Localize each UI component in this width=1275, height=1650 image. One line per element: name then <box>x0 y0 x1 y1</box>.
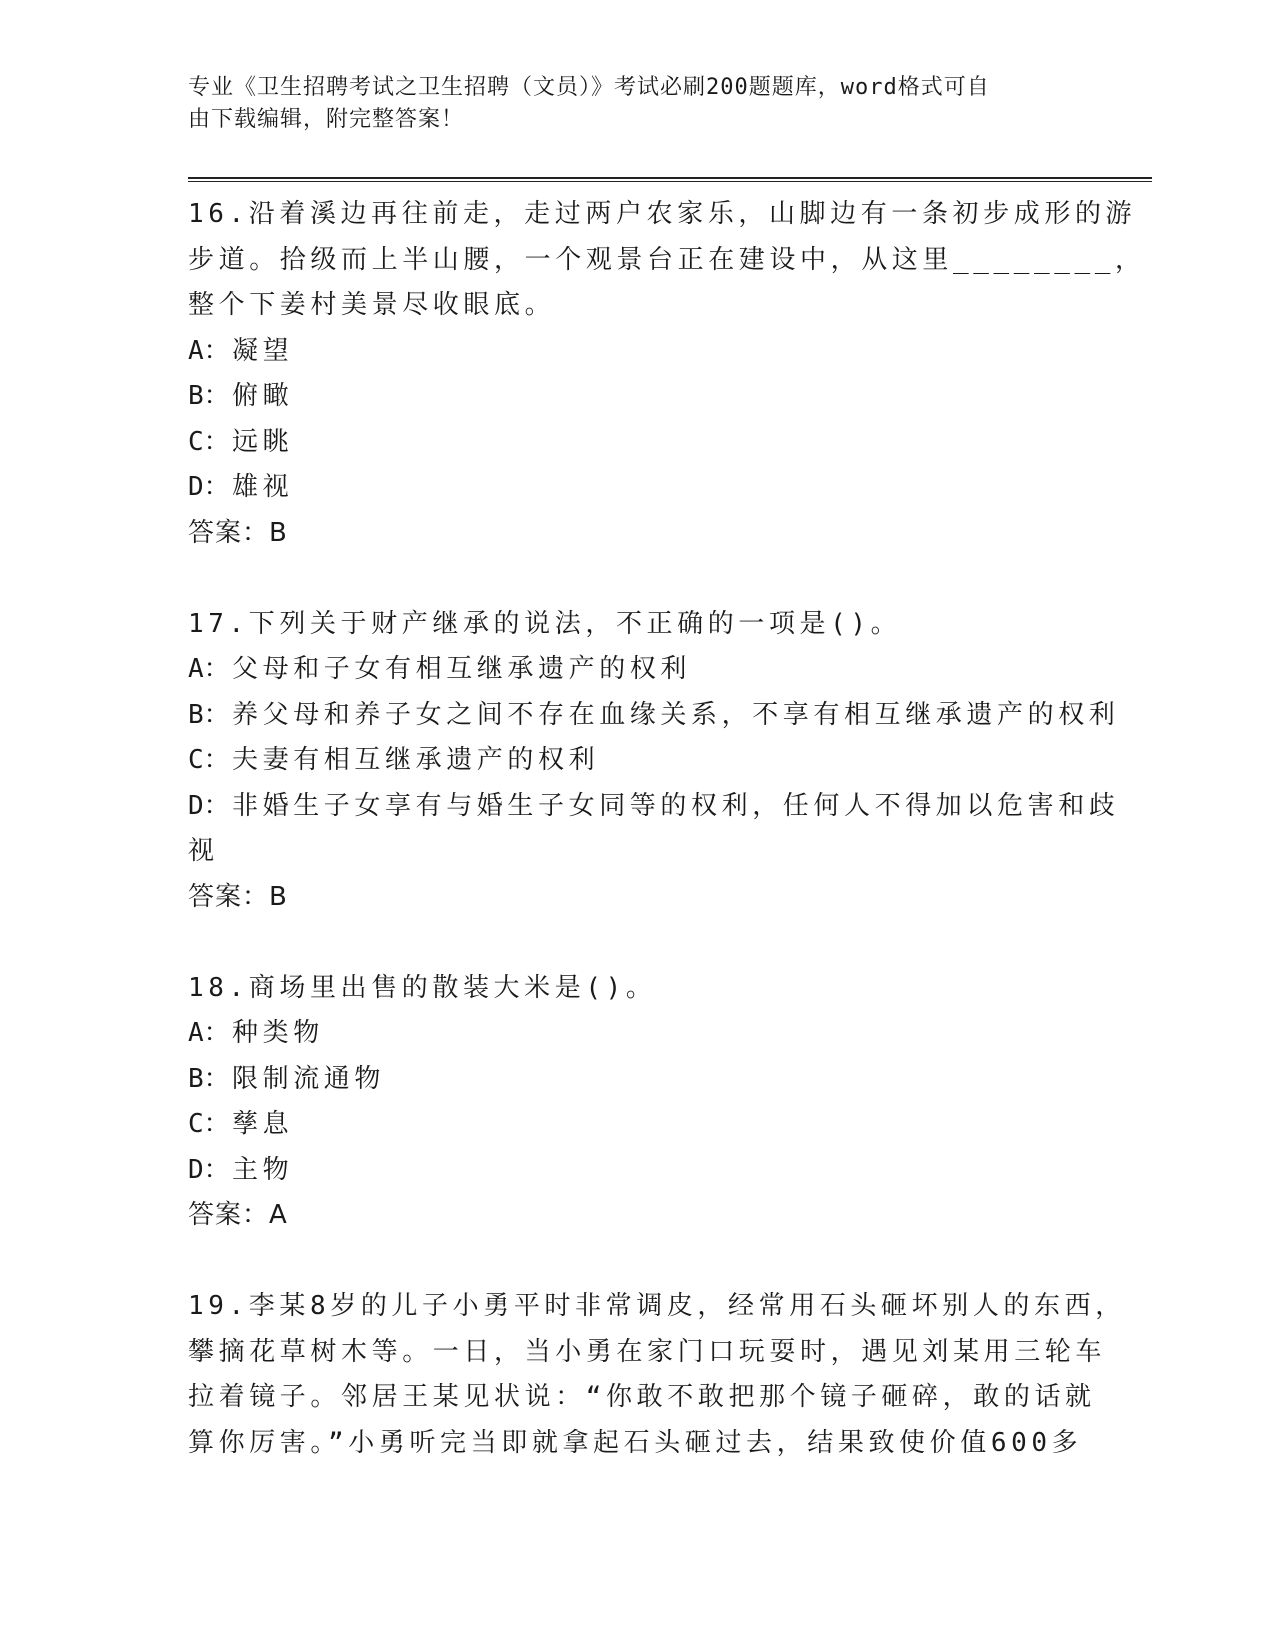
option-label: C： <box>188 745 230 775</box>
option-d <box>188 465 1088 511</box>
option-c <box>188 1102 1088 1148</box>
option-d <box>188 1148 1088 1194</box>
option-text: 养父母和养子女之间不存在血缘关系，不享有相互继承遗产的权利 <box>232 699 1120 730</box>
option-text: 远眺 <box>232 426 294 457</box>
option-text: 父母和子女有相互继承遗产的权利 <box>232 654 692 684</box>
option-a <box>188 647 1088 693</box>
question-spacer <box>188 1239 1088 1285</box>
option-b <box>188 1057 1088 1103</box>
question-spacer <box>188 920 1088 966</box>
question-text-line: 拉着镜子。邻居王某见状说：“你敢不敢把那个镜子砸碎，敢的话就 <box>188 1382 1096 1412</box>
option-b <box>188 693 1120 739</box>
answer-line: 答案：B <box>188 881 288 912</box>
option-text: 主物 <box>232 1154 294 1185</box>
option-label: B： <box>188 381 230 411</box>
option-text: 限制流通物 <box>232 1063 386 1094</box>
question-16 <box>188 192 1146 556</box>
header-line-1: 专业《卫生招聘考试之卫生招聘（文员）》考试必刷200题题库，word格式可自 <box>188 75 990 100</box>
option-text: 非婚生子女享有与婚生子女同等的权利，任何人不得加以危害和歧 <box>232 790 1120 821</box>
option-c <box>188 738 1088 784</box>
question-text-line: 18.商场里出售的散装大米是()。 <box>188 972 657 1003</box>
question-18 <box>188 966 1088 1239</box>
header-divider <box>188 177 1152 182</box>
option-c <box>188 420 1088 466</box>
option-label: B： <box>188 699 230 730</box>
answer-line: 答案：B <box>188 517 288 548</box>
option-label: A： <box>188 1018 230 1048</box>
question-text-line: 攀摘花草树木等。一日，当小勇在家门口玩耍时，遇见刘某用三轮车 <box>188 1336 1107 1367</box>
question-17 <box>188 602 1120 921</box>
option-text: 雄视 <box>232 472 294 502</box>
option-label: B： <box>188 1063 230 1094</box>
option-text: 凝望 <box>232 335 294 366</box>
option-label: A： <box>188 335 230 366</box>
option-label: A： <box>188 654 230 684</box>
option-label: D： <box>188 1154 230 1185</box>
option-text: 夫妻有相互继承遗产的权利 <box>232 745 600 775</box>
option-label: C： <box>188 1109 230 1139</box>
question-text-line: 16.沿着溪边再往前走，走过两户农家乐，山脚边有一条初步成形的游 <box>188 199 1137 229</box>
answer-line: 答案：A <box>188 1200 288 1230</box>
option-label: D： <box>188 790 230 821</box>
header-line-2: 由下载编辑，附完整答案！ <box>188 107 465 132</box>
question-text-line: 步道。拾级而上半山腰，一个观景台正在建设中，从这里________， <box>188 244 1146 275</box>
option-a <box>188 1011 1088 1057</box>
option-text: 俯瞰 <box>232 381 294 411</box>
question-spacer <box>188 556 1088 602</box>
document-header <box>188 72 1068 136</box>
question-text-line: 整个下姜村美景尽收眼底。 <box>188 290 556 320</box>
question-text-line: 19.李某8岁的儿子小勇平时非常调皮，经常用石头砸坏别人的东西， <box>188 1291 1126 1321</box>
option-a <box>188 329 1088 375</box>
question-text-line: 算你厉害。”小勇听完当即就拿起石头砸过去，结果致使价值600多 <box>188 1427 1083 1458</box>
question-text-line: 17.下列关于财产继承的说法，不正确的一项是()。 <box>188 608 902 639</box>
option-d-continuation: 视 <box>188 836 219 866</box>
option-label: D： <box>188 472 230 502</box>
option-text: 种类物 <box>232 1018 324 1048</box>
option-b <box>188 374 1088 420</box>
option-label: C： <box>188 426 230 457</box>
option-text: 孳息 <box>232 1109 294 1139</box>
questions-body <box>188 192 1146 1466</box>
question-19 <box>188 1284 1126 1466</box>
option-d <box>188 784 1120 830</box>
